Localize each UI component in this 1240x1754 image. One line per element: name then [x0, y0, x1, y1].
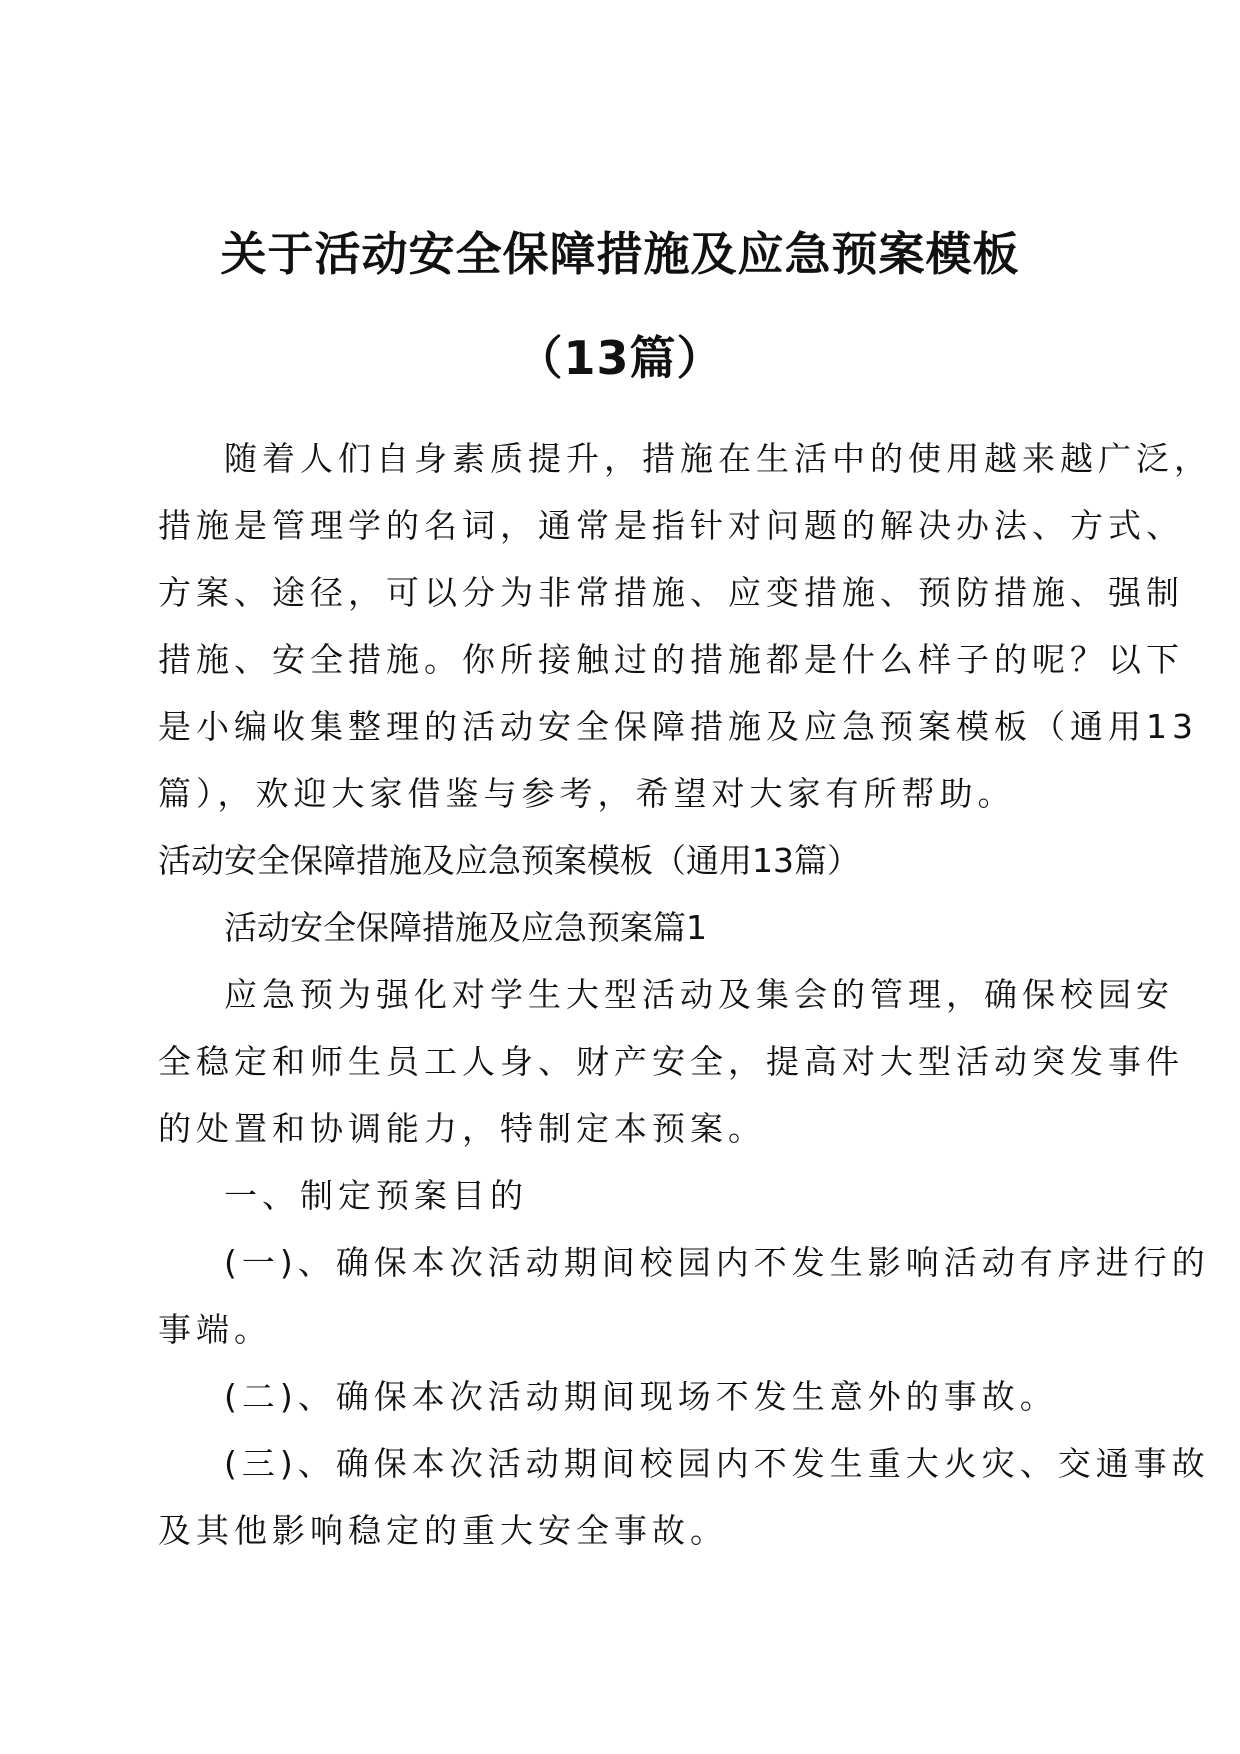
document-body: [158, 425, 1212, 1564]
intro-line: 篇），欢迎大家借鉴与参考，希望对大家有所帮助。: [158, 774, 1016, 813]
section-1-heading: 一、制定预案目的: [224, 1176, 528, 1215]
item-line: (一)、确保本次活动期间校园内不发生影响活动有序进行的: [224, 1243, 1210, 1282]
intro-line: 方案、途径，可以分为非常措施、应变措施、预防措施、强制: [158, 573, 1184, 612]
intro-line: 措施是管理学的名词，通常是指针对问题的解决办法、方式、: [158, 506, 1184, 545]
paragraph-line: 应急预为强化对学生大型活动及集会的管理，确保校园安: [224, 975, 1174, 1014]
item-3: [158, 1430, 1210, 1564]
item-line: (二)、确保本次活动期间现场不发生意外的事故。: [224, 1377, 1058, 1416]
article-title-paragraph: [158, 894, 1078, 961]
collection-title: 活动安全保障措施及应急预案模板（通用13篇）: [158, 841, 860, 880]
intro-line: 是小编收集整理的活动安全保障措施及应急预案模板（通用13: [158, 707, 1198, 746]
intro-paragraph: [158, 425, 1212, 827]
intro-line: 措施、安全措施。你所接触过的措施都是什么样子的呢？以下: [158, 640, 1184, 679]
paragraph-1: [158, 961, 1184, 1162]
document-title-count: （13篇）: [516, 331, 724, 385]
item-line: (三)、确保本次活动期间校园内不发生重大火灾、交通事故: [224, 1444, 1210, 1483]
intro-line: 随着人们自身素质提升，措施在生活中的使用越来越广泛，: [224, 439, 1212, 478]
article-title: 活动安全保障措施及应急预案篇1: [224, 908, 707, 947]
paragraph-line: 全稳定和师生员工人身、财产安全，提高对大型活动突发事件: [158, 1042, 1184, 1081]
paragraph-line: 的处置和协调能力，特制定本预案。: [158, 1109, 766, 1148]
item-line: 及其他影响稳定的重大安全事故。: [158, 1511, 728, 1550]
item-1: [158, 1229, 1210, 1363]
section-1-heading-paragraph: [158, 1162, 1078, 1229]
document-title: 关于活动安全保障措施及应急预案模板: [220, 227, 1020, 281]
item-line: 事端。: [158, 1310, 272, 1349]
item-2: [158, 1363, 1078, 1430]
